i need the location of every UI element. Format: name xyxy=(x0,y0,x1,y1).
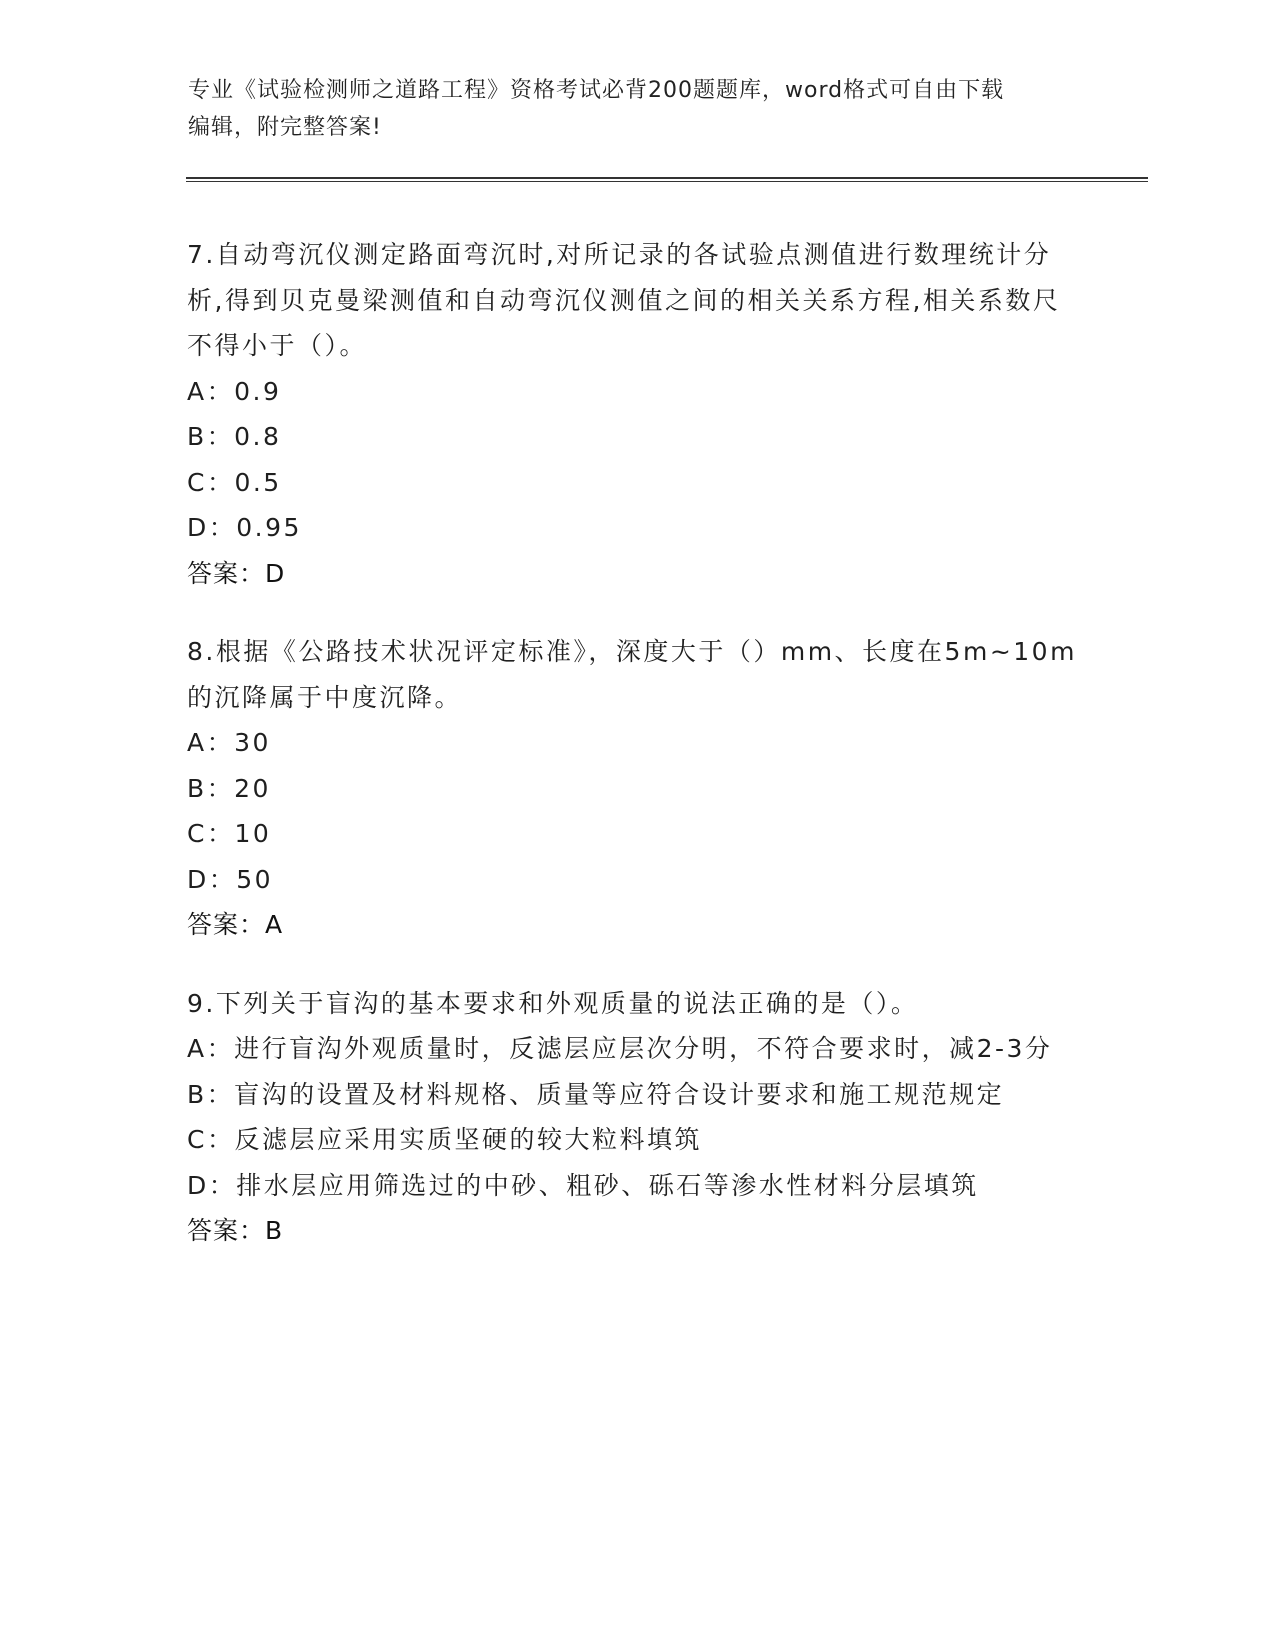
option-c: C：反滤层应采用实质坚硬的较大粒料填筑 xyxy=(187,1125,702,1154)
option-d: D：0.95 xyxy=(187,513,302,542)
question-stem: 7.自动弯沉仪测定路面弯沉时,对所记录的各试验点测值进行数理统计分析,得到贝克曼梁测值和自动弯沉仪测值之间的相关关系方程,相关系数尺不得小于（）。 xyxy=(187,240,1061,360)
answer-line: 答案：A xyxy=(187,910,284,939)
option-b: B：20 xyxy=(187,773,271,803)
answer-line: 答案：D xyxy=(187,558,286,588)
answer-line: 答案：B xyxy=(187,1216,284,1245)
option-a: A：30 xyxy=(187,728,271,757)
option-a: A：进行盲沟外观质量时，反滤层应层次分明，不符合要求时，减2-3分 xyxy=(187,1034,1053,1063)
option-b: B：0.8 xyxy=(187,422,282,451)
option-c: C：0.5 xyxy=(187,467,282,497)
header-title-line-1: 专业《试验检测师之道路工程》资格考试必背200题题库，word格式可自由下载 xyxy=(188,78,1005,103)
option-d: D：排水层应用筛选过的中砂、粗砂、砾石等渗水性材料分层填筑 xyxy=(187,1170,979,1200)
question-list xyxy=(187,232,1087,1287)
question-8 xyxy=(187,629,1087,948)
option-d: D：50 xyxy=(187,864,274,894)
question-stem: 9.下列关于盲沟的基本要求和外观质量的说法正确的是（）。 xyxy=(187,988,919,1018)
header-divider xyxy=(186,177,1148,182)
question-stem: 8.根据《公路技术状况评定标准》，深度大于（）mm、长度在5m~10m的沉降属于中度沉降。 xyxy=(187,637,1077,712)
option-b: B：盲沟的设置及材料规格、质量等应符合设计要求和施工规范规定 xyxy=(187,1079,1005,1109)
header-title-line-2: 编辑，附完整答案! xyxy=(188,115,382,140)
document-header xyxy=(188,72,1088,146)
option-a: A：0.9 xyxy=(187,376,282,406)
question-9 xyxy=(187,981,1087,1254)
option-c: C：10 xyxy=(187,819,272,848)
question-7 xyxy=(187,232,1087,596)
